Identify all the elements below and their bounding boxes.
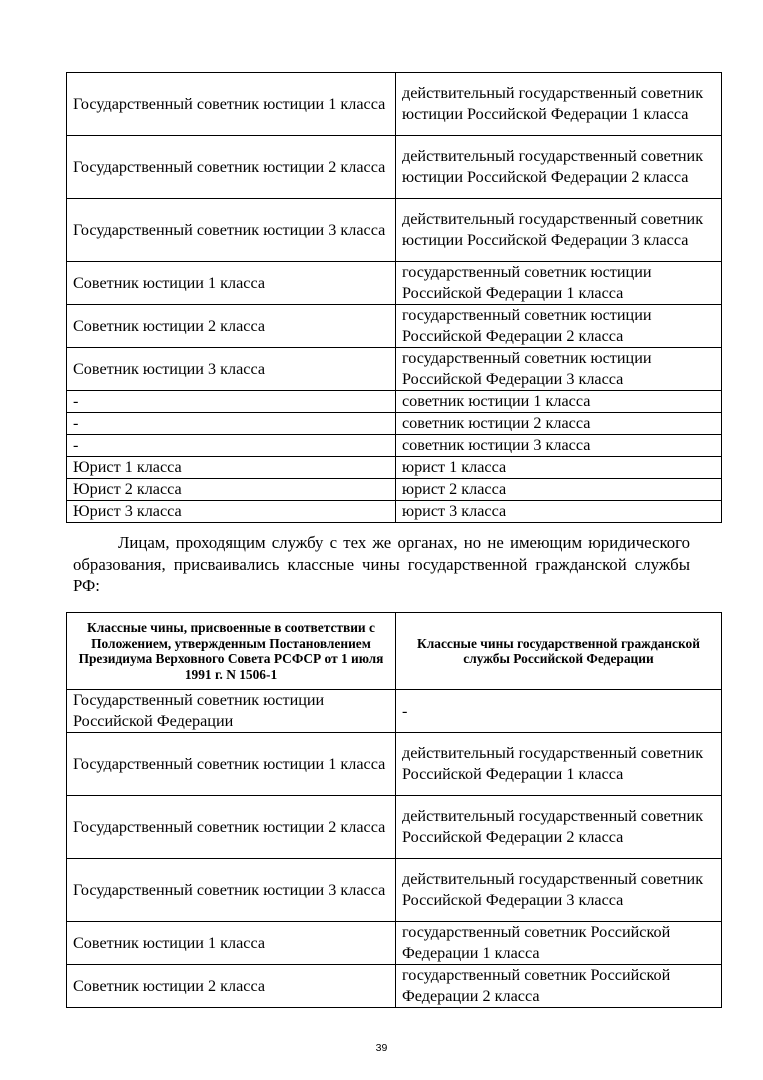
table-cell-old-rank: Государственный советник юстиции 1 класса — [67, 733, 396, 796]
table-row — [67, 262, 722, 305]
table-row — [67, 348, 722, 391]
table-cell-new-rank: советник юстиции 3 класса — [396, 435, 722, 457]
table-row — [67, 73, 722, 136]
table-cell-old-rank: Юрист 3 класса — [67, 501, 396, 523]
table-row — [67, 922, 722, 965]
table-cell-new-rank: государственный советник юстиции Российской Федерации 2 класса — [396, 305, 722, 348]
table-cell-new-rank: советник юстиции 1 класса — [396, 391, 722, 413]
table-row — [67, 305, 722, 348]
table-row — [67, 501, 722, 523]
table-cell-new-rank: действительный государственный советник Российской Федерации 2 класса — [396, 796, 722, 859]
body-paragraph: Лицам, проходящим службу с тех же органах, но не имеющим юридического образования, присваивались классные чины государственной гражданской службы РФ: — [73, 533, 690, 595]
table-row — [67, 435, 722, 457]
table-row — [67, 796, 722, 859]
table-header-row — [67, 613, 722, 690]
table-cell-new-rank: действительный государственный советник юстиции Российской Федерации 1 класса — [396, 73, 722, 136]
table-cell-new-rank: действительный государственный советник юстиции Российской Федерации 3 класса — [396, 199, 722, 262]
table-cell-old-rank: Государственный советник юстиции 3 класса — [67, 859, 396, 922]
table-row — [67, 413, 722, 435]
table-cell-new-rank: государственный советник юстиции Российской Федерации 1 класса — [396, 262, 722, 305]
table-cell-new-rank: действительный государственный советник Российской Федерации 1 класса — [396, 733, 722, 796]
table-cell-old-rank: Государственный советник юстиции Российской Федерации — [67, 690, 396, 733]
table-row — [67, 457, 722, 479]
table-cell-old-rank: Советник юстиции 3 класса — [67, 348, 396, 391]
table-row — [67, 136, 722, 199]
table-row — [67, 479, 722, 501]
table-cell-old-rank: Советник юстиции 2 класса — [67, 965, 396, 1008]
table-cell-new-rank: - — [396, 690, 722, 733]
table-cell-old-rank: - — [67, 413, 396, 435]
rank-correspondence-table-2 — [66, 612, 722, 1008]
table-cell-new-rank: действительный государственный советник юстиции Российской Федерации 2 класса — [396, 136, 722, 199]
table-cell-new-rank: советник юстиции 2 класса — [396, 413, 722, 435]
table-row — [67, 391, 722, 413]
table-cell-old-rank: Юрист 1 класса — [67, 457, 396, 479]
table-cell-old-rank: - — [67, 435, 396, 457]
table-cell-old-rank: - — [67, 391, 396, 413]
table-cell-new-rank: юрист 2 класса — [396, 479, 722, 501]
table-row — [67, 733, 722, 796]
table-cell-new-rank: юрист 3 класса — [396, 501, 722, 523]
table-cell-old-rank: Юрист 2 класса — [67, 479, 396, 501]
table-cell-old-rank: Государственный советник юстиции 2 класса — [67, 796, 396, 859]
table-row — [67, 690, 722, 733]
table-cell-old-rank: Советник юстиции 1 класса — [67, 262, 396, 305]
table-row — [67, 859, 722, 922]
table-cell-new-rank: государственный советник Российской Федерации 1 класса — [396, 922, 722, 965]
table-cell-new-rank: государственный советник юстиции Российской Федерации 3 класса — [396, 348, 722, 391]
column-header-new-ranks: Классные чины государственной гражданской службы Российской Федерации — [396, 613, 722, 690]
table-cell-new-rank: действительный государственный советник Российской Федерации 3 класса — [396, 859, 722, 922]
column-header-old-ranks: Классные чины, присвоенные в соответствии с Положением, утвержденным Постановлением Президиума Верховного Совета РСФСР от 1 июля 1991 г. N 1506-1 — [67, 613, 396, 690]
table-cell-new-rank: юрист 1 класса — [396, 457, 722, 479]
table-cell-old-rank: Государственный советник юстиции 2 класса — [67, 136, 396, 199]
table-row — [67, 965, 722, 1008]
rank-correspondence-table-1 — [66, 72, 722, 523]
table-row — [67, 199, 722, 262]
table-cell-new-rank: государственный советник Российской Федерации 2 класса — [396, 965, 722, 1008]
table-cell-old-rank: Советник юстиции 2 класса — [67, 305, 396, 348]
table-cell-old-rank: Государственный советник юстиции 3 класса — [67, 199, 396, 262]
table-cell-old-rank: Государственный советник юстиции 1 класса — [67, 73, 396, 136]
table-cell-old-rank: Советник юстиции 1 класса — [67, 922, 396, 965]
page-number: 39 — [375, 1042, 388, 1054]
